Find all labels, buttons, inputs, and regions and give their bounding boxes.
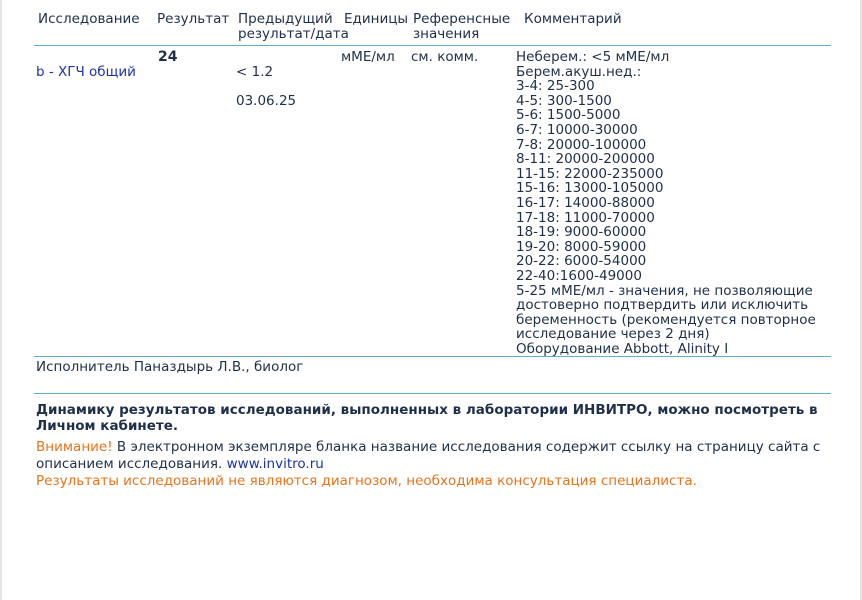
comment-line: 7-8: 20000-100000 [516, 136, 647, 153]
comment-block [516, 50, 816, 356]
comment-line: 5-25 мМЕ/мл - значения, не позволяющие [516, 282, 813, 299]
comment-line: 3-4: 25-300 [516, 78, 595, 95]
warning-label: Внимание! [36, 439, 113, 455]
disclaimer-text: Результаты исследований не являются диагнозом, необходима консультация специалиста. [36, 473, 697, 489]
comment-line: 8-11: 20000-200000 [516, 151, 655, 168]
warning-text: В электронном экземпляре бланка название исследования содержит ссылку на страницу сайта с описанием исследования. [36, 439, 821, 472]
comment-line: 11-15: 22000-235000 [516, 165, 664, 182]
comment-line: 20-22: 6000-54000 [516, 253, 647, 270]
row-divider [34, 356, 831, 357]
header-units: Единицы [344, 11, 409, 27]
warning-block [36, 439, 836, 472]
header-test: Исследование [38, 11, 140, 27]
header-reference-line2: значения [413, 26, 480, 42]
header-reference [413, 12, 510, 42]
reference-value: см. комм. [411, 49, 479, 65]
performer-text: Исполнитель Паназдырь Л.В., биолог [36, 359, 304, 375]
comment-line: исследование через 2 дня) [516, 326, 710, 343]
comment-line: 4-5: 300-1500 [516, 92, 612, 109]
header-divider [34, 45, 831, 46]
comment-line: Неберем.: <5 мМЕ/мл [516, 49, 670, 65]
comment-line: Оборудование Abbott, Alinity I [516, 340, 729, 357]
dynamics-note: Динамику результатов исследований, выполненных в лаборатории ИНВИТРО, можно посмотреть в Личном кабинете. [36, 402, 818, 434]
comment-line: 17-18: 11000-70000 [516, 209, 655, 226]
comment-line: 19-20: 8000-59000 [516, 238, 647, 255]
header-result: Результат [157, 11, 230, 27]
comment-line: 6-7: 10000-30000 [516, 121, 638, 138]
header-reference-line1: Референсные [413, 11, 511, 27]
comment-line: 18-19: 9000-60000 [516, 224, 647, 241]
section-divider [34, 393, 831, 394]
result-row [36, 50, 136, 79]
invitro-link[interactable]: www.invitro.ru [226, 455, 324, 472]
units-value: мМЕ/мл [341, 49, 395, 65]
header-comment: Комментарий [524, 11, 622, 27]
comment-line: 15-16: 13000-105000 [516, 180, 664, 197]
header-previous-line1: Предыдущий [238, 11, 333, 27]
header-previous-line2: результат/дата [238, 26, 349, 42]
comment-line: Берем.акуш.нед.: [516, 63, 642, 80]
comment-line: 16-17: 14000-88000 [516, 194, 655, 211]
previous-date: 03.06.25 [236, 92, 297, 109]
comment-line: беременность (рекомендуется повторное [516, 311, 816, 328]
comment-line: достоверно подтвердить или исключить [516, 297, 809, 314]
header-previous [238, 12, 349, 42]
result-value: 24 [158, 49, 178, 65]
previous-value: < 1.2 [236, 63, 274, 80]
test-name-link[interactable]: b - ХГЧ общий [36, 63, 136, 80]
comment-line: 5-6: 1500-5000 [516, 107, 621, 124]
comment-line: 22-40:1600-49000 [516, 267, 642, 284]
previous-result [236, 50, 296, 123]
table-header [2, 0, 862, 46]
